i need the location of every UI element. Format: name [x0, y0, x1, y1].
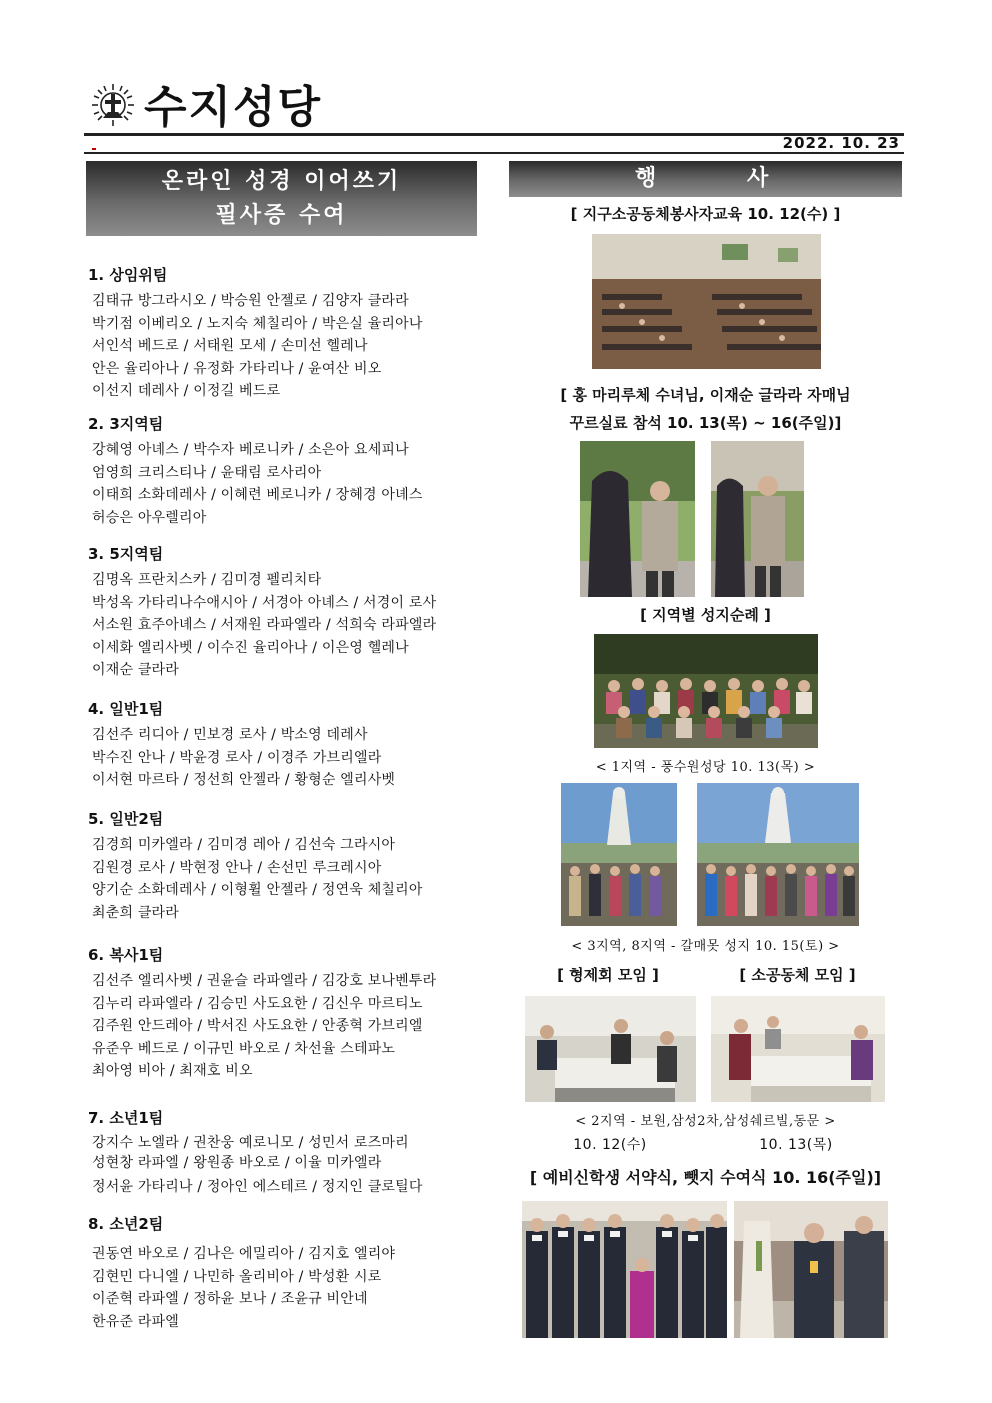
left-banner-line2: 필사증 수여 [215, 202, 348, 228]
team-line: 김선주 리디아 / 민보경 로사 / 박소영 데레사 [92, 727, 368, 743]
photo-pilgrimage-region3 [561, 783, 677, 926]
team-title: 3. 5지역팀 [88, 545, 164, 563]
team-title: 1. 상임위팀 [88, 266, 168, 284]
team-block [88, 1107, 423, 1199]
event-date: 10. 12(수) [573, 1137, 647, 1153]
event-subcaption: < 2지역 - 보원,삼성2차,삼성쉐르빌,동문 > [575, 1114, 836, 1129]
photo-pilgrimage-region8 [697, 783, 859, 926]
event-caption: [ 예비신학생 서약식, 뺏지 수여식 10. 16(주일)] [529, 1168, 882, 1187]
masthead-rule-top [84, 133, 904, 136]
team-line: 권동연 바오로 / 김나은 에밀리아 / 김지호 엘리야 [92, 1246, 396, 1262]
photo-seminarian-group [522, 1201, 727, 1338]
team-line: 최춘희 클라라 [92, 904, 179, 921]
team-line: 엄영희 크리스티나 / 윤태림 로사리아 [92, 464, 322, 481]
team-block [88, 264, 423, 403]
event-caption: [ 형제회 모임 ] [557, 966, 659, 984]
team-title: 2. 3지역팀 [88, 415, 164, 433]
team-line: 김현민 다니엘 / 나민하 올리비아 / 박성환 시로 [92, 1268, 382, 1285]
team-line: 허승은 아우렐리아 [92, 509, 207, 526]
event-caption: [ 소공동체 모임 ] [739, 966, 856, 984]
team-line: 이세화 엘리사벳 / 이수진 율리아나 / 이은영 헬레나 [92, 639, 409, 656]
photo-training-hall [592, 234, 821, 369]
photo-brotherhood-meeting [525, 996, 696, 1102]
team-line: 박기점 이베리오 / 노지숙 체칠리아 / 박은실 율리아나 [92, 315, 423, 332]
right-banner-char1: 행 [635, 166, 657, 191]
team-line: 최아영 비아 / 최재호 비오 [92, 1063, 253, 1079]
event-subcaption: < 3지역, 8지역 - 갈매못 성지 10. 15(토) > [571, 939, 840, 954]
team-line: 박성옥 가타리나수애시아 / 서경아 아녜스 / 서경이 로사 [92, 594, 437, 611]
right-banner-char2: 사 [747, 166, 769, 191]
team-line: 안은 율리아나 / 유정화 가타리나 / 윤여산 비오 [92, 360, 382, 377]
red-mark [92, 148, 96, 150]
team-line: 유준우 베드로 / 이규민 바오로 / 차선율 스테파노 [92, 1040, 396, 1057]
event-caption: 꾸르실료 참석 10. 13(목) ~ 16(주일)] [569, 414, 842, 432]
team-title: 6. 복사1팀 [88, 946, 164, 964]
team-title: 8. 소년2팀 [88, 1215, 164, 1233]
team-line: 서소원 효주아녜스 / 서재원 라파엘라 / 석희숙 라파엘라 [92, 617, 437, 633]
event-caption: [ 지구소공동체봉사자교육 10. 12(수) ] [570, 205, 841, 223]
team-block [88, 413, 423, 529]
photo-badge-ceremony [734, 1201, 888, 1338]
team-line: 이태희 소화데레사 / 이혜련 베로니카 / 장혜경 아녜스 [92, 487, 423, 503]
team-line: 정서윤 가타리나 / 정아인 에스테르 / 정지인 클로틸다 [92, 1179, 423, 1195]
team-block [88, 808, 423, 924]
team-line: 이준혁 라파엘 / 정하윤 보나 / 조윤규 비안네 [92, 1291, 368, 1307]
team-line: 성현창 라파엘 / 왕원종 바오로 / 이율 미카엘라 [92, 1155, 382, 1171]
team-title: 4. 일반1팀 [88, 700, 164, 718]
photo-cursillo-1 [580, 441, 695, 597]
team-line: 이서현 마르타 / 정선희 안젤라 / 황형순 엘리사벳 [92, 772, 396, 788]
team-line: 강혜영 아녜스 / 박수자 베로니카 / 소은아 요세피나 [92, 442, 409, 458]
team-line: 서인석 베드로 / 서태원 모세 / 손미선 헬레나 [92, 338, 368, 354]
right-section-banner [509, 161, 902, 197]
team-line: 강지수 노엘라 / 권찬웅 예로니모 / 성민서 로즈마리 [92, 1135, 409, 1151]
photo-pilgrimage-region1 [594, 634, 818, 748]
issue-date: 2022. 10. 23 [782, 134, 900, 152]
team-line: 이선지 데레사 / 이정길 베드로 [92, 383, 281, 399]
team-title: 7. 소년1팀 [88, 1109, 164, 1127]
team-title: 5. 일반2팀 [88, 810, 164, 828]
team-line: 김태규 방그라시오 / 박승원 안젤로 / 김양자 클라라 [92, 293, 409, 309]
photo-cursillo-2 [711, 441, 804, 597]
team-block [88, 543, 436, 682]
team-line: 김원경 로사 / 박현정 안나 / 손선민 루크레시아 [92, 859, 382, 876]
team-line: 양기순 소화데레사 / 이형휠 안젤라 / 정연욱 체칠리아 [92, 882, 423, 898]
event-subcaption: < 1지역 - 풍수원성당 10. 13(목) > [595, 760, 816, 775]
event-date: 10. 13(목) [759, 1137, 833, 1153]
church-logo-icon [90, 82, 136, 128]
left-banner-line1: 온라인 성경 이어쓰기 [161, 168, 402, 194]
team-block [88, 1213, 395, 1333]
team-line: 김명옥 프란치스카 / 김미경 펠리치타 [92, 572, 322, 588]
photo-small-community-meeting [711, 996, 885, 1102]
church-name: 수지성당 [144, 82, 323, 133]
event-caption: [ 지역별 성지순례 ] [640, 606, 771, 624]
team-line: 이재순 클라라 [92, 662, 179, 678]
event-caption: [ 홍 마리루체 수녀님, 이재순 글라라 자매님 [560, 386, 851, 404]
team-line: 김누리 라파엘라 / 김승민 사도요한 / 김신우 마르티노 [92, 995, 423, 1012]
masthead-rule-bottom [84, 152, 904, 154]
team-line: 한유준 라파엘 [92, 1313, 179, 1330]
team-line: 김주원 안드레아 / 박서진 사도요한 / 안종혁 가브리엘 [92, 1018, 423, 1034]
team-block [88, 944, 436, 1083]
team-line: 김선주 엘리사벳 / 권윤슬 라파엘라 / 김강호 보나벤투라 [92, 973, 437, 989]
left-section-banner [86, 161, 477, 236]
team-block [88, 698, 395, 792]
team-line: 김경희 미카엘라 / 김미경 레아 / 김선숙 그라시아 [92, 837, 396, 853]
team-line: 박수진 안나 / 박윤경 로사 / 이경주 가브리엘라 [92, 749, 382, 766]
